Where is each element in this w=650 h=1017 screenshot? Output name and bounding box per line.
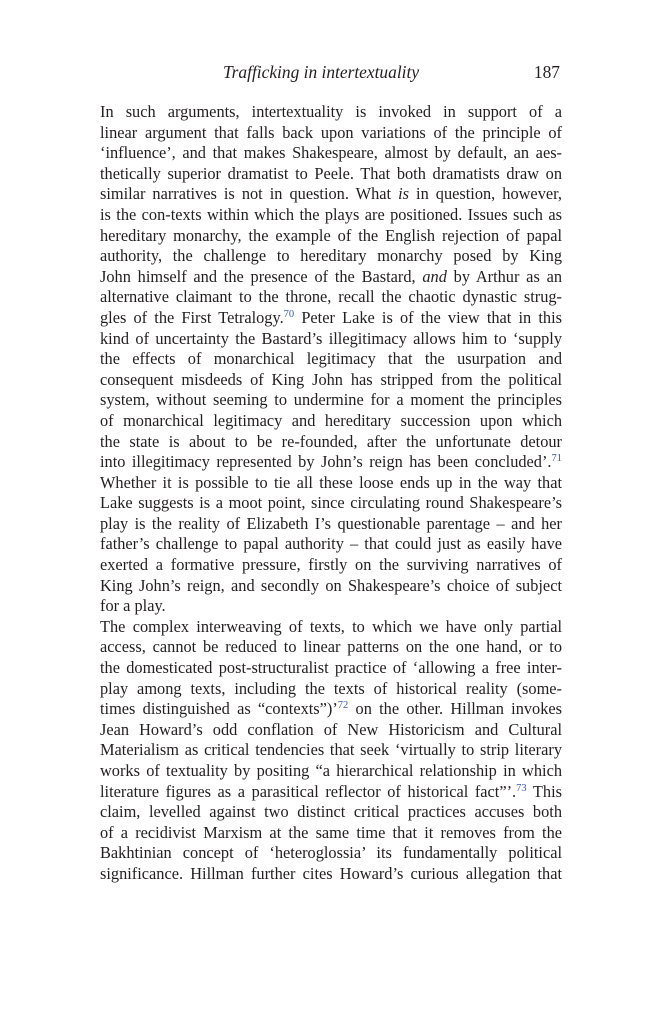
body-text: [80, 102, 562, 885]
text-line: system, without seeming to undermine for a moment the principles: [100, 390, 562, 410]
text-line: Bakhtinian concept of ‘heteroglossia’ its fundamentally political: [100, 843, 562, 863]
running-head-title: Trafficking in intertextuality: [222, 62, 420, 82]
emphasis: and: [422, 266, 447, 286]
emphasis: is: [398, 184, 410, 204]
text-line: the state is about to be re-founded, after the unfortunate detour: [100, 431, 562, 451]
text-line: the effects of monarchical legitimacy that the usurpation and: [100, 349, 562, 369]
text-line: linear argument that falls back upon variations of the principle of: [100, 122, 562, 142]
text-line: works of textuality by positing “a hierarchical relationship in which: [100, 761, 562, 780]
paragraph: [80, 617, 562, 885]
running-head: [80, 61, 562, 83]
text-line: alternative claimant to the throne, recall the chaotic dynastic strug-: [100, 287, 562, 307]
text-line: The complex interweaving of texts, to which we have only partial: [100, 616, 562, 636]
text-line: gles of the First Tetralogy.$^{70}$ Peter Lake is of the view that in this: [100, 307, 562, 327]
text-line: literature figures as a parasitical reflector of historical fact”’.$^{73}$ This: [100, 781, 562, 801]
text-line: play is the reality of Elizabeth I’s questionable parentage – and her: [100, 513, 562, 533]
text-line: In such arguments, intertextuality is invoked in support of a: [100, 102, 562, 121]
text-line: thetically superior dramatist to Peele. That both dramatists draw on: [100, 163, 562, 183]
text-line: Lake suggests is a moot point, since circulating round Shakespeare’s: [100, 493, 562, 513]
footnote-ref-72[interactable]: 72: [337, 700, 349, 712]
text-line: access, cannot be reduced to linear patterns on the one hand, or to: [100, 637, 562, 657]
text-line: the domesticated post-structuralist practice of ‘allowing a free inter-: [100, 658, 562, 678]
text-line: times distinguished as “contexts”)’$^{72}$ on the other. Hillman invokes: [100, 699, 563, 719]
text-line: into illegitimacy represented by John’s reign has been concluded’.$^{71}$: [100, 452, 562, 472]
text-line: play among texts, including the texts of historical reality (some-: [100, 678, 562, 698]
paragraph: [80, 102, 562, 617]
text-line: ‘influence’, and that makes Shakespeare, almost by default, an aes-: [100, 143, 562, 163]
text-line: of a recidivist Marxism at the same time that it removes from the: [100, 822, 562, 842]
text-line: Whether it is possible to tie all these loose ends up in the way that: [100, 472, 562, 492]
text-line: is the con-texts within which the plays are positioned. Issues such as: [100, 204, 562, 224]
text-line: Materialism as critical tendencies that seek ‘virtually to strip literary: [100, 740, 562, 760]
text-line: exerted a formative pressure, firstly on the surviving narratives of: [100, 555, 562, 575]
text-line: claim, levelled against two distinct critical practices accuses both: [100, 802, 562, 822]
text-line: significance. Hillman further cites Howard’s curious allegation that: [100, 863, 562, 883]
text-line: hereditary monarchy, the example of the English rejection of papal: [100, 225, 562, 245]
text-line: similar narratives is not in question. What is in question, however,: [100, 184, 562, 204]
text-line: King John’s reign, and secondly on Shakespeare’s choice of subject: [100, 575, 562, 595]
text-line: authority, the challenge to hereditary monarchy posed by King: [100, 246, 562, 266]
text-line: for a play.: [100, 596, 166, 616]
text-line: John himself and the presence of the Bastard, and by Arthur as an: [100, 266, 562, 286]
text-line: consequent misdeeds of King John has stripped from the political: [100, 369, 562, 389]
text-line: Jean Howard’s odd conflation of New Historicism and Cultural: [100, 719, 562, 739]
text-line: father’s challenge to papal authority – that could just as easily have: [100, 534, 562, 554]
footnote-ref-70[interactable]: 70: [283, 308, 295, 320]
text-line: kind of uncertainty the Bastard’s illegitimacy allows him to ‘supply: [100, 328, 562, 348]
footnote-ref-71[interactable]: 71: [551, 453, 562, 465]
page-number: 187: [533, 62, 560, 82]
text-line: of monarchical legitimacy and hereditary succession upon which: [100, 410, 562, 430]
footnote-ref-73[interactable]: 73: [516, 782, 527, 794]
